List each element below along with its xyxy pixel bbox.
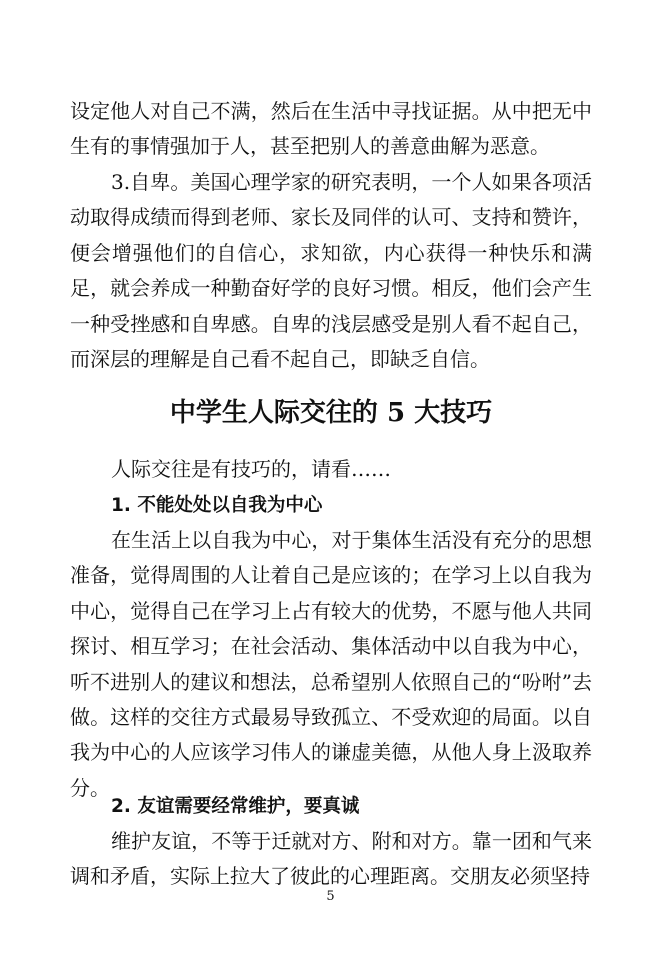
tip2-heading: 2. 友谊需要经常维护，要真诚: [111, 796, 360, 817]
tip1-body: 在生活上以自我为中心，对于集体生活没有充分的思想准备，觉得周围的人让着自己是应该的；在学习上以自我为中心，觉得自己在学习上占有较大的优势，不愿与他人共同探讨、相互学习；在社会活动、集体活动中以自我为中心，听不进别人的建议和想法，总希望别人依照自己的“吩咐”去做。这样的交往方式最易导致孤立、不受欢迎的局面。以自我为中心的人应该学习伟人的谦虚美德，从他人身上汲取养分。: [70, 528, 592, 800]
paragraph-suspicion-continued: 设定他人对自己不满，然后在生活中寻找证据。从中把无中生有的事情强加于人，甚至把别人的善意曲解为恶意。: [70, 99, 592, 159]
paragraph-inferiority: 3.自卑。美国心理学家的研究表明，一个人如果各项活动取得成绩而得到老师、家长及同伴的认可、支持和赞许，便会增强他们的自信心，求知欲，内心获得一种快乐和满足，就会养成一种勤奋好学的良好习惯。相反，他们会产生一种受挫感和自卑感。自卑的浅层感受是别人看不起自己，而深层的理解是自己看不起自己，即缺乏自信。: [70, 170, 592, 372]
tip1-heading: 1. 不能处处以自我为中心: [111, 495, 323, 516]
section-title: 中学生人际交往的 5 大技巧: [169, 398, 493, 428]
page-number: 5: [326, 889, 335, 904]
tip2-body: 维护友谊，不等于迁就对方、附和对方。靠一团和气来调和矛盾，实际上拉大了彼此的心理距离。交朋友必须坚持: [70, 829, 592, 889]
section-intro: 人际交往是有技巧的，请看……: [111, 457, 391, 481]
